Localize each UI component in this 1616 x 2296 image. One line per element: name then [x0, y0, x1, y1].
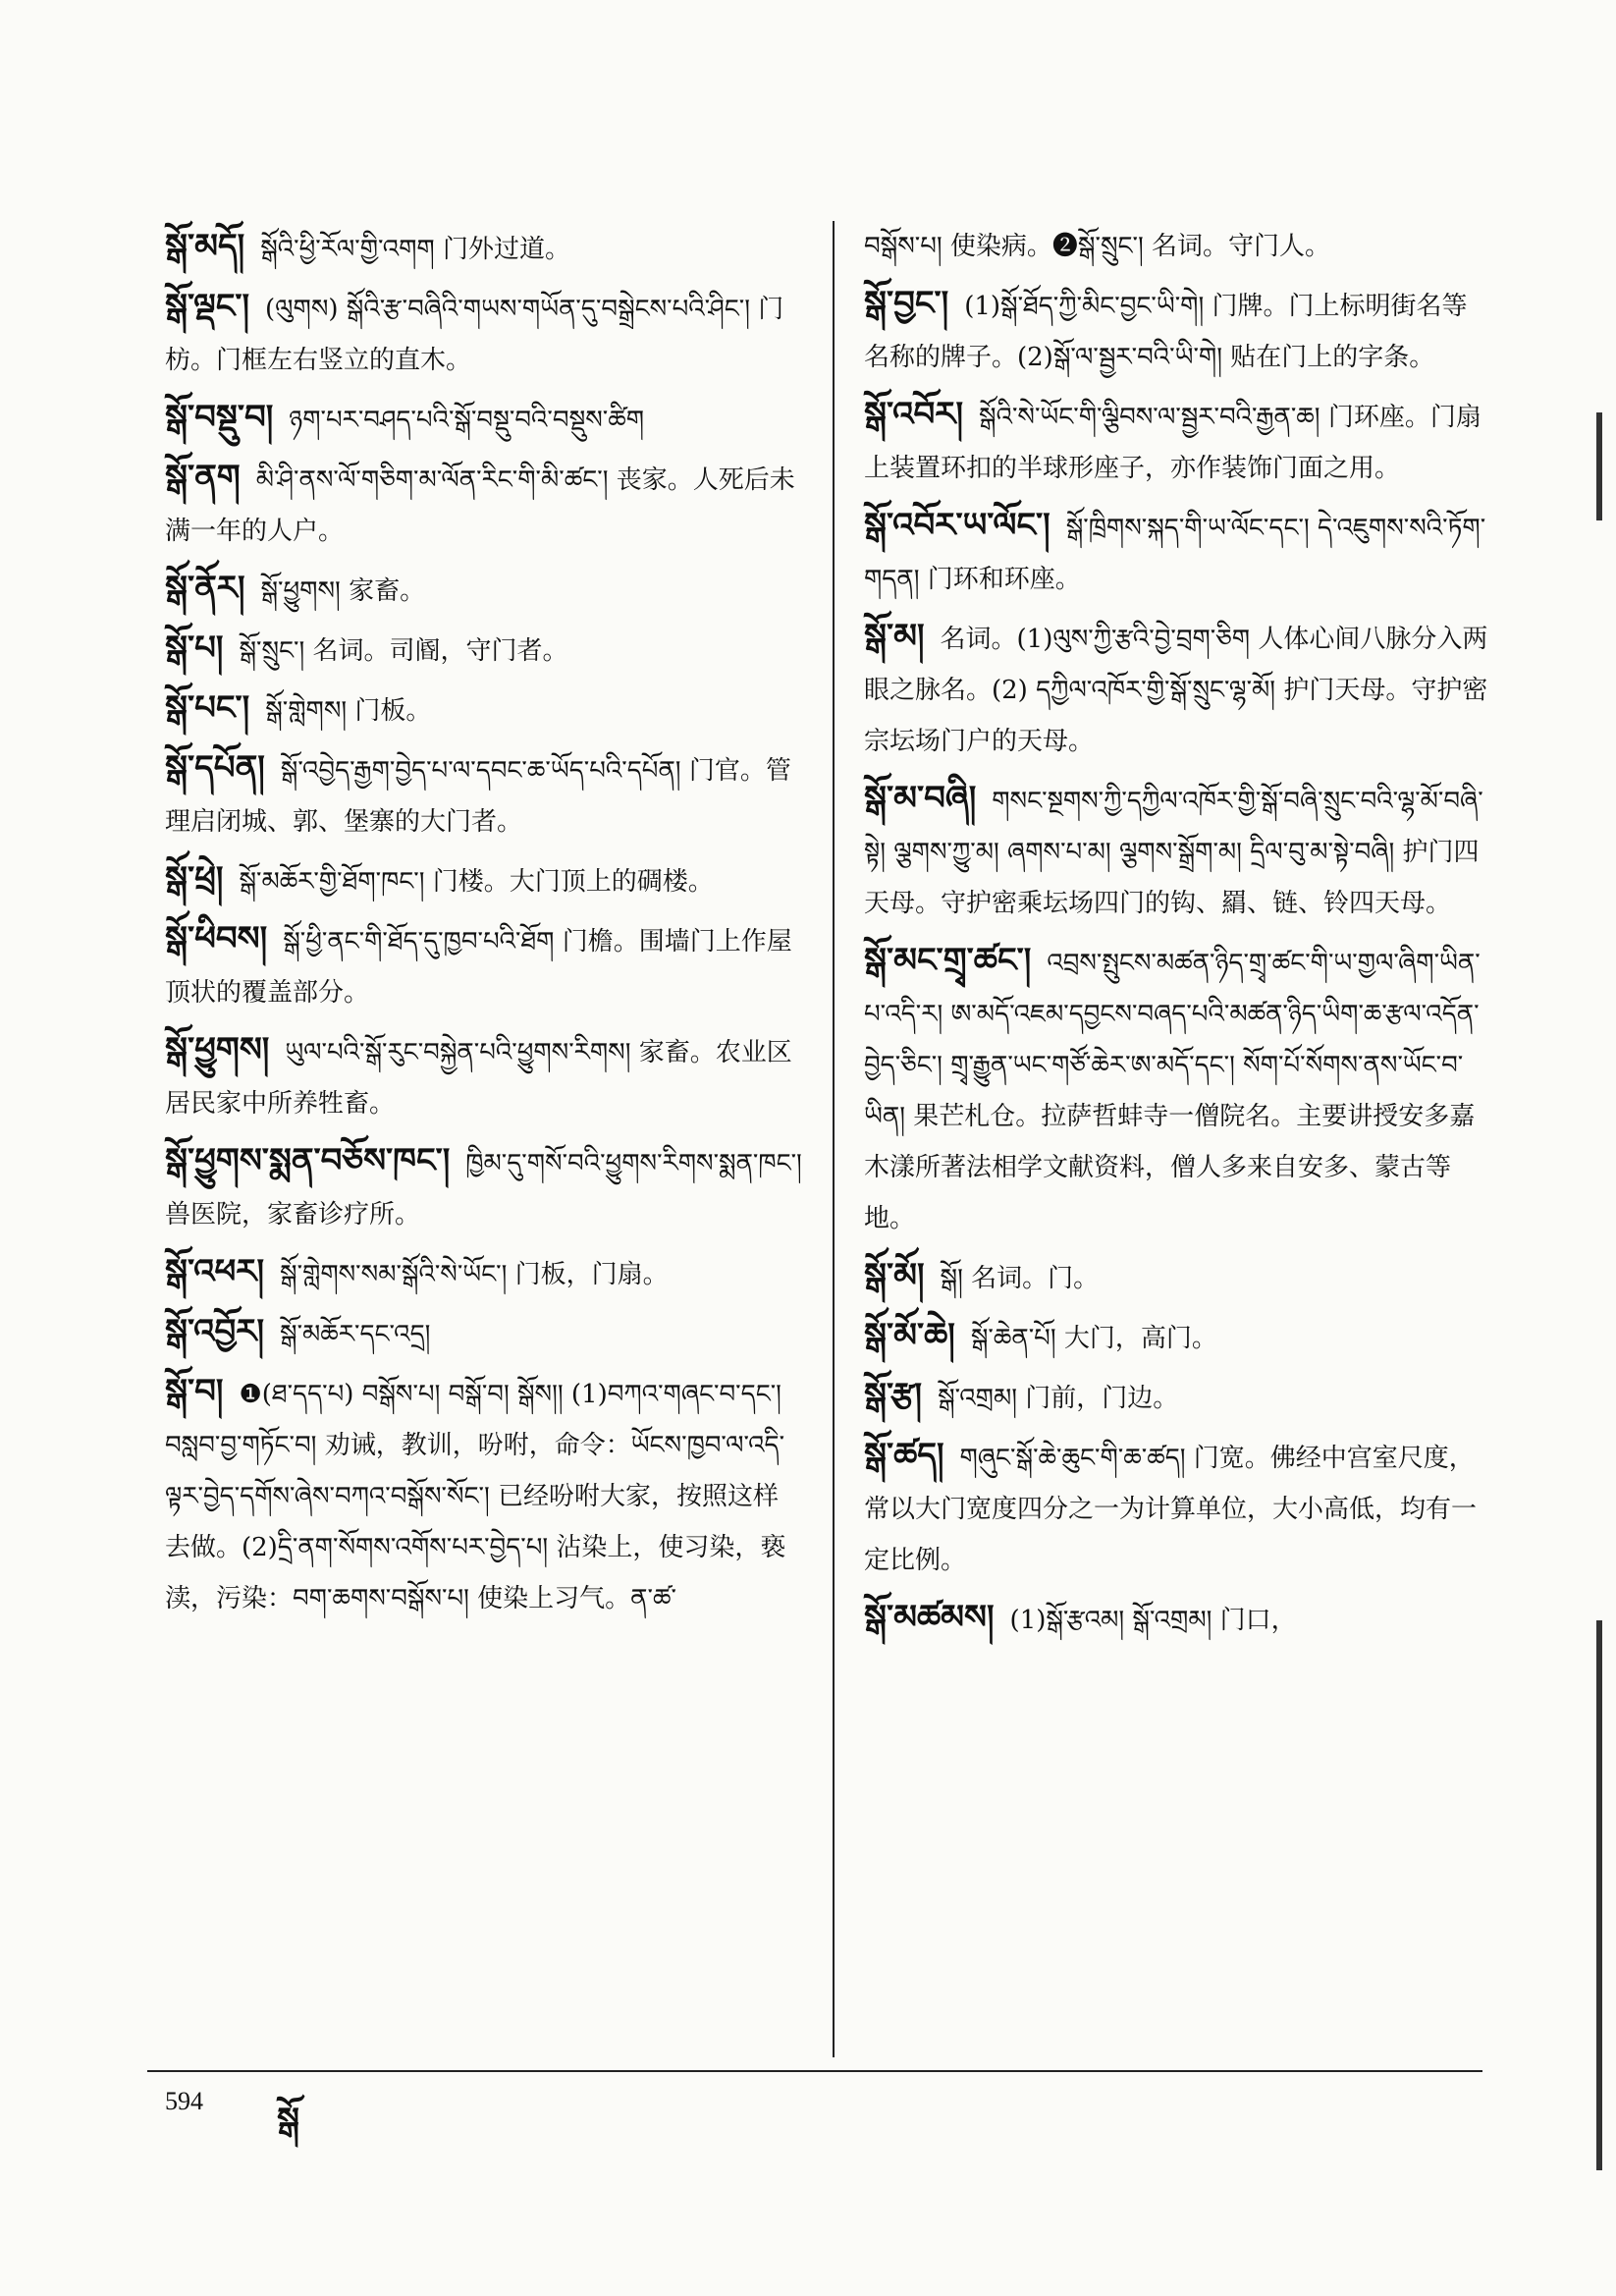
- dictionary-entry: [864, 221, 1492, 272]
- definition: ❶(ཐ་དད་པ) བསྒོས་པ། བསྒོ་བ། སྒོས།། (1)བཀའ་གཞང་བ་དང་། བསླབ་བྱ་གཏོང་བ། 劝诫，教训，吩咐，命令：ཡོངས་ཁྱབ་ལ་འདི་ལྟར་བྱེད་དགོས་ཞེས་བཀའ་བསྒོས་སོང་། 已经吩咐大家，按照这样去做。(2)དྲི་ནག་སོགས་འགོས་པར་བྱེད་པ། 沾染上，使习染，亵渎，污染：བག་ཆགས་བསྒོས་པ། 使染上习气。ན་ཚ་: [165, 1380, 786, 1613]
- dictionary-entry: [165, 853, 803, 907]
- definition: སྒོ་སྲུང་། 名词。司阍，守门者。: [239, 636, 568, 666]
- dictionary-entry: [864, 773, 1492, 929]
- definition: སྒོ་མཆོར་དང་འདྲ།: [280, 1320, 431, 1349]
- headword: སྒོ་མདོ།: [165, 227, 245, 266]
- dictionary-entry: [864, 389, 1492, 494]
- footer-rule: [147, 2070, 1482, 2072]
- headword: སྒོ་ཕྱུགས་སྨན་བཅོས་ཁང་།: [165, 1141, 451, 1180]
- dictionary-entry: [165, 1306, 803, 1360]
- dictionary-entry: [864, 278, 1492, 383]
- dictionary-entry: [864, 1310, 1492, 1364]
- definition: ཡུལ་པའི་སྒོ་རུང་བསྐྱེན་པའི་ཕྱུགས་རིགས། 家畜。农业区居民家中所养牲畜。: [165, 1038, 792, 1119]
- definition: 名词。(1)ལུས་ཀྱི་རྩའི་བྱེ་བྲག་ཅིག 人体心间八脉分入两眼之脉名。(2) དཀྱིལ་འཁོར་གྱི་སྒོ་སྲུང་ལྷ་མོ། 护门天母。守护密宗坛场门户的天母。: [864, 625, 1488, 756]
- running-head: སྒོ: [277, 2101, 299, 2140]
- headword: སྒོ་མང་གྲྭ་ཚང་།: [864, 941, 1032, 980]
- headword: སྒོ་འབྱོར།: [165, 1312, 265, 1351]
- dictionary-entry: [165, 1024, 803, 1129]
- definition: སྒོ་ཕྱུགས། 家畜。: [260, 576, 426, 606]
- headword: སྒོ་བ།: [165, 1372, 224, 1411]
- definition: སྒོ་འགྲམ། 门前，门边。: [938, 1384, 1179, 1413]
- dictionary-entry: [165, 1366, 803, 1624]
- headword: སྒོ་རྩ།: [864, 1376, 923, 1415]
- right-column: [864, 221, 1492, 1652]
- dictionary-entry: [165, 623, 803, 677]
- definition: གསང་སྔགས་ཀྱི་དཀྱིལ་འཁོར་གྱི་སྒོ་བཞི་སྲུང་བའི་ལྷ་མོ་བཞི་སྟེ། ལྕགས་ཀྱུ་མ། ཞགས་པ་མ། ལྕགས་སྒྲོག་མ། དྲིལ་བུ་མ་སྟེ་བཞི། 护门四天母。守护密乘坛场四门的钩、羂、链、铃四天母。: [864, 787, 1483, 918]
- headword: སྒོ་འབོར་ཡ་ལོང་།: [864, 506, 1050, 545]
- dictionary-entry: [165, 281, 803, 386]
- definition: སྒོ། 名词。门。: [940, 1264, 1100, 1293]
- headword: སྒོ་ཕྱུགས།: [165, 1030, 270, 1069]
- headword: སྒོ་མོ།: [864, 1256, 925, 1295]
- dictionary-entry: [864, 1370, 1492, 1424]
- definition: སྒོའི་ཕྱི་རོལ་གྱི་འགག 门外过道。: [260, 235, 570, 264]
- definition: འབྲས་སྤུངས་མཚན་ཉིད་གྲྭ་ཚང་གི་ཡ་གྱལ་ཞིག་ཡིན་པ་འདི་ར། ཨ་མདོ་འཇམ་དབྱངས་བཞད་པའི་མཚན་ཉིད་ཡིག་ཆ་རྩལ་འདོན་བྱེད་ཅིང་། གྲྭ་རྒྱུན་ཡང་གཙོ་ཆེར་ཨ་མདོ་དང་། སོག་པོ་སོགས་ནས་ཡོང་བ་ཡིན། 果芒札仓。拉萨哲蚌寺一僧院名。主要讲授安多嘉木漾所著法相学文献资料，僧人多来自安多、蒙古等地。: [864, 949, 1481, 1233]
- dictionary-entry: [864, 611, 1492, 767]
- dictionary-entry: [864, 1430, 1492, 1586]
- definition: སྒོ་ཁྲིགས་སྐད་གི་ཡ་ལོང་དང་། དེ་འཇུགས་སའི་ཏོག་གདན། 门环和环座。: [864, 514, 1486, 594]
- definition: ཁྱིམ་དུ་གསོ་བའི་ཕྱུགས་རིགས་སྨན་ཁང་། 兽医院，家畜诊疗所。: [165, 1149, 802, 1230]
- definition: (1)སྒོ་རྩའམ། སྒོ་འགྲམ། 门口，: [1009, 1606, 1297, 1635]
- definition: སྒོ་ཕྱི་ནང་གི་ཐོད་དུ་ཁྱབ་པའི་ཐོག 门檐。围墙门上作屋顶状的覆盖部分。: [165, 927, 792, 1008]
- definition: སྒོ་མཆོར་གྱི་ཐོག་ཁང་། 门楼。大门顶上的碉楼。: [239, 867, 714, 897]
- headword: སྒོ་མཚམས།: [864, 1598, 995, 1637]
- definition: བསྒོས་པ། 使染病。❷སྒོ་སྲུང་། 名词。守门人。: [864, 232, 1330, 261]
- dictionary-entry: [165, 683, 803, 737]
- headword: སྒོ་མ་བཞི།: [864, 779, 977, 818]
- dictionary-entry: [864, 935, 1492, 1244]
- headword: སྒོ་པ།: [165, 629, 224, 668]
- definition: (1)སྒོ་ཐོད་ཀྱི་མིང་བྱང་ཡི་གེ། 门牌。门上标明街名等名称的牌子。(2)སྒོ་ལ་སྦྱར་བའི་ཡི་གེ། 贴在门上的字条。: [864, 292, 1468, 372]
- definition: སྒོ་འབྱེད་རྒྱག་བྱེད་པ་ལ་དབང་ཆ་ཡོད་པའི་དཔོན། 门官。管理启闭城、郭、堡寨的大门者。: [165, 756, 791, 837]
- edge-mark: [1596, 1620, 1602, 2170]
- page-number: 594: [165, 2087, 203, 2115]
- headword: སྒོ་ཕིབས།: [165, 919, 268, 958]
- definition: (ལུགས) སྒོའི་རྩ་བཞིའི་གཡས་གཡོན་དུ་བསྒྲེངས་པའི་ཤིང་། 门枋。门框左右竖立的直木。: [165, 295, 784, 375]
- headword: སྒོ་ལྡང་།: [165, 287, 250, 326]
- headword: སྒོ་ཕྲེ།: [165, 859, 224, 899]
- dictionary-entry: [864, 500, 1492, 605]
- definition: ཉག་པར་བཤད་པའི་སྒོ་བསྡུ་བའི་བསྡུས་ཚིག: [289, 406, 645, 435]
- definition: སྒོ་གླེགས། 门板。: [265, 696, 432, 726]
- dictionary-entry: [165, 392, 803, 446]
- edge-mark: [1596, 412, 1602, 520]
- dictionary-entry: [165, 563, 803, 617]
- headword: སྒོ་བསྡུ་བ།: [165, 398, 274, 437]
- headword: སྒོ་མོ་ཆེ།: [864, 1316, 955, 1355]
- dictionary-entry: [165, 913, 803, 1018]
- dictionary-entry: [165, 1135, 803, 1240]
- headword: སྒོ་འཕར།: [165, 1252, 265, 1291]
- headword: སྒོ་པང་།: [165, 688, 250, 728]
- dictionary-entry: [165, 1246, 803, 1300]
- definition: སྒོ་གླེགས་སམ་སྒོའི་སེ་ཡོང་། 门板，门扇。: [280, 1260, 669, 1289]
- dictionary-entry: [165, 221, 803, 275]
- definition: སྒོ་ཆེན་པོ། 大门，高门。: [970, 1324, 1217, 1353]
- definition: གཞུང་སྒོ་ཆེ་ཆུང་གི་ཆ་ཚད། 门宽。佛经中宫室尺度，常以大门宽度四分之一为计算单位，大小高低，均有一定比例。: [864, 1444, 1478, 1575]
- definition: མི་ཤི་ནས་ལོ་གཅིག་མ་ལོན་རིང་གི་མི་ཚང་། 丧家。人死后未满一年的人户。: [165, 465, 795, 546]
- headword: སྒོ་བྱང་།: [864, 284, 949, 323]
- headword: སྒོ་འབོར།: [864, 395, 964, 434]
- left-column: [165, 221, 803, 1630]
- definition: སྒོའི་སེ་ཡོང་གི་ལྕིབས་ལ་སྦྱར་བའི་རྒྱན་ཆ། 门环座。门扇上装置环扣的半球形座子，亦作装饰门面之用。: [864, 403, 1481, 483]
- headword: སྒོ་ནག: [165, 458, 241, 497]
- dictionary-entry: [864, 1592, 1492, 1646]
- dictionary-entry: [165, 742, 803, 847]
- column-divider: [833, 221, 835, 2057]
- dictionary-entry: [165, 452, 803, 557]
- headword: སྒོ་དཔོན།: [165, 748, 265, 788]
- headword: སྒོ་མ།: [864, 617, 925, 656]
- dictionary-entry: [864, 1250, 1492, 1304]
- headword: སྒོ་ཚད།: [864, 1436, 944, 1475]
- headword: སྒོ་ནོར།: [165, 569, 245, 608]
